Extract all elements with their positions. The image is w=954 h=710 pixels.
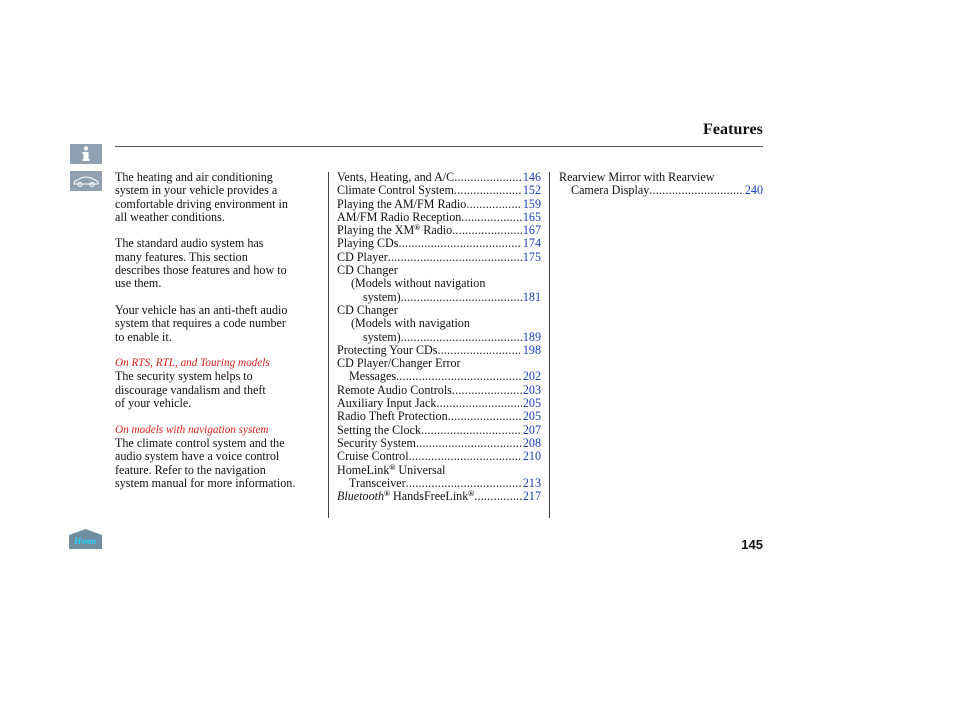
toc-entry-amfm[interactable]: Playing the AM/FM Radio ..... 159	[337, 198, 541, 211]
page-number: 145	[741, 537, 763, 552]
toc-entry-changer-nav[interactable]: system) ..... 189	[337, 331, 541, 344]
toc-heading-rearview: Rearview Mirror with Rearview	[559, 170, 715, 184]
intro-paragraph-audio: The standard audio system has many features. This section describes those features and how to use them.	[115, 236, 287, 291]
model-note-touring: On RTS, RTL, and Touring models	[115, 357, 270, 370]
toc-entry-error-messages[interactable]: Messages ..... 202	[337, 370, 541, 383]
toc-entry-cruise[interactable]: Cruise Control ..... 210	[337, 450, 541, 463]
intro-column	[115, 171, 325, 503]
toc-entry-protecting[interactable]: Protecting Your CDs ..... 198	[337, 344, 541, 357]
column-divider-left	[328, 172, 329, 518]
toc-entry-xm[interactable]: Playing the XM® Radio ..... 167	[337, 224, 541, 237]
toc-entry-cd-player[interactable]: CD Player ..... 175	[337, 251, 541, 264]
toc-entry-changer-no-nav[interactable]: system) ..... 181	[337, 291, 541, 304]
home-button[interactable]	[69, 529, 102, 549]
toc-entry-camera[interactable]: Camera Display ..... 240	[559, 184, 763, 197]
page-title: Features	[702, 121, 763, 138]
toc-column-2	[559, 171, 763, 198]
intro-paragraph-antitheft: Your vehicle has an anti-theft audio system that requires a code number to enable it.	[115, 302, 288, 344]
header-rule	[115, 146, 763, 147]
toc-heading-cd-changer: CD Changer	[337, 263, 398, 278]
intro-paragraph-security: The security system helps to discourage vandalism and theft of your vehicle.	[115, 369, 266, 411]
toc-column-1	[337, 171, 541, 503]
toc-entry-remote[interactable]: Remote Audio Controls ..... 203	[337, 384, 541, 397]
info-icon	[80, 146, 92, 162]
svg-text:Home: Home	[74, 536, 97, 546]
toc-sub-nav: (Models with navigation	[351, 316, 470, 331]
toc-entry-security[interactable]: Security System ..... 208	[337, 437, 541, 450]
car-icon	[72, 174, 100, 188]
toc-heading-cd-changer-nav: CD Changer	[337, 302, 398, 317]
column-divider-right	[549, 172, 550, 518]
toc-entry-cds[interactable]: Playing CDs ..... 174	[337, 237, 541, 250]
toc-entry-vents[interactable]: Vents, Heating, and A/C ..... 146	[337, 171, 541, 184]
intro-paragraph-heating: The heating and air conditioning system in your vehicle provides a comfortable driving environment in all weather conditions.	[115, 170, 288, 224]
toc-entry-climate[interactable]: Climate Control System ..... 152	[337, 184, 541, 197]
toc-entry-theft[interactable]: Radio Theft Protection ..... 205	[337, 410, 541, 423]
toc-entry-bluetooth[interactable]: Bluetooth® HandsFreeLink® ..... 217	[337, 490, 541, 503]
toc-entry-aux[interactable]: Auxiliary Input Jack ..... 205	[337, 397, 541, 410]
home-icon	[69, 529, 102, 549]
toc-entry-reception[interactable]: AM/FM Radio Reception ..... 165	[337, 211, 541, 224]
toc-entry-transceiver[interactable]: Transceiver ..... 213	[337, 477, 541, 490]
car-nav-button[interactable]	[70, 171, 102, 191]
model-note-navigation: On models with navigation system	[115, 423, 269, 436]
info-nav-button[interactable]	[70, 144, 102, 164]
toc-sub-no-nav: (Models without navigation	[351, 276, 486, 291]
toc-heading-error: CD Player/Changer Error	[337, 356, 461, 371]
toc-heading-homelink: HomeLink® Universal	[337, 462, 446, 477]
intro-paragraph-voice: The climate control system and the audio system have a voice control feature. Refer to the navigation system manual for more information.	[115, 435, 296, 490]
toc-entry-clock[interactable]: Setting the Clock ..... 207	[337, 424, 541, 437]
